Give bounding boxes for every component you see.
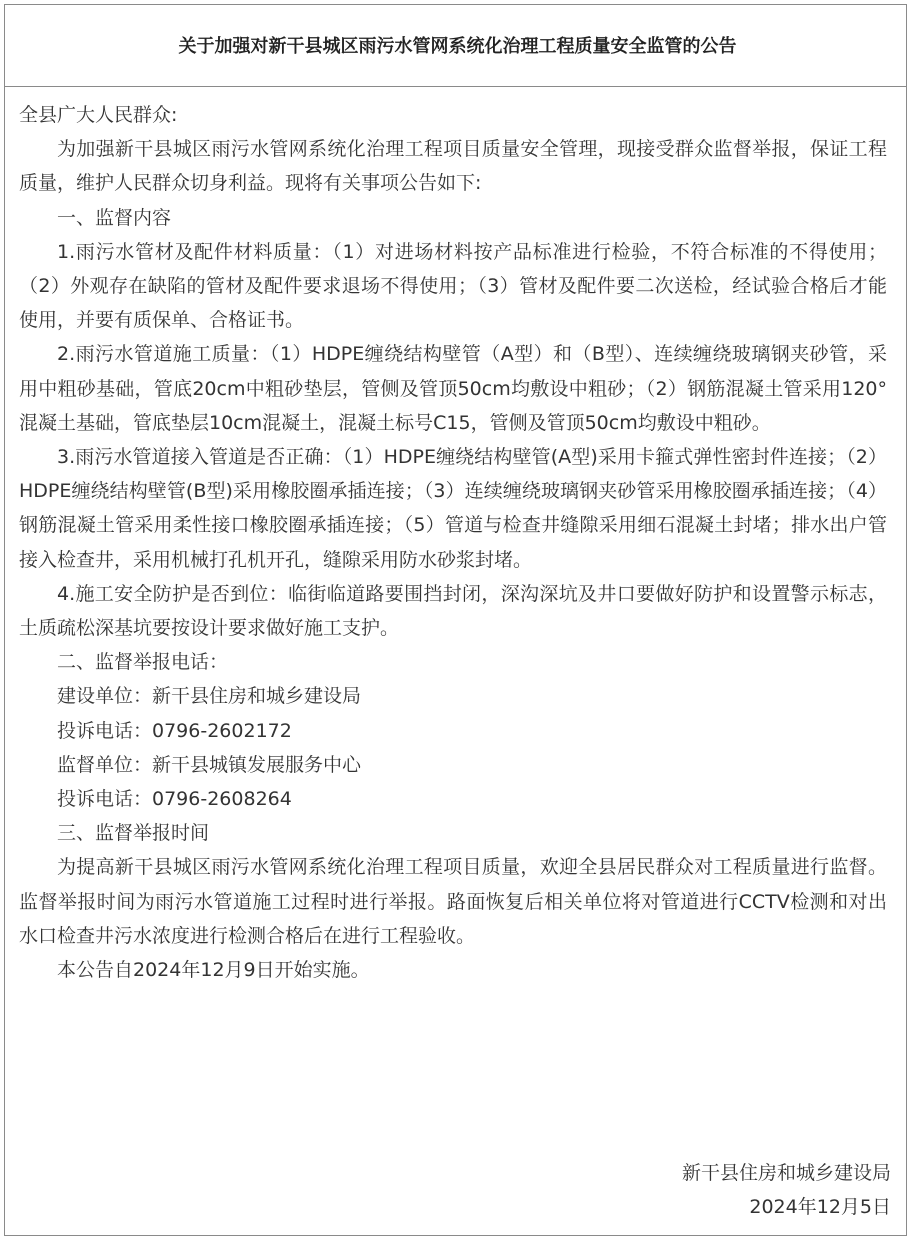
complaint-phone-1: 投诉电话：0796-2602172 — [57, 719, 292, 742]
signature-date: 2024年12月5日 — [749, 1196, 891, 1218]
item-material-quality: 1.雨污水管材及配件材料质量：（1）对进场材料按产品标准进行检验，不符合标准的不得使用；（2）外观存在缺陷的管材及配件要求退场不得使用；（3）管材及配件要二次送检，经试验合格后才能使用，并要有质保单、合格证书。 — [19, 240, 887, 332]
effective-date-paragraph: 本公告自2024年12月9日开始实施。 — [57, 959, 370, 982]
supervision-unit: 监督单位：新干县城镇发展服务中心 — [57, 753, 362, 776]
complaint-phone-2: 投诉电话：0796-2608264 — [57, 788, 292, 811]
notice-body — [19, 98, 887, 987]
item-pipe-connection: 3.雨污水管道接入管道是否正确：（1）HDPE缠绕结构壁管(A型)采用卡箍式弹性密封件连接；（2）HDPE缠绕结构壁管(B型)采用橡胶圈承插连接；（3）连续缠绕玻璃钢夹砂管采用橡胶圈承插连接；（4）钢筋混凝土管采用柔性接口橡胶圈承插连接；（5）管道与检查井缝隙采用细石混凝土封堵；排水出户管接入检查井，采用机械打孔机开孔，缝隙采用防水砂浆封堵。 — [19, 446, 887, 571]
construction-unit: 建设单位：新干县住房和城乡建设局 — [57, 685, 362, 708]
intro-paragraph: 为加强新干县城区雨污水管网系统化治理工程项目质量安全管理，现接受群众监督举报，保证工程质量，维护人民群众切身利益。现将有关事项公告如下: — [19, 138, 887, 195]
section-heading-report-time: 三、监督举报时间 — [57, 822, 210, 845]
report-time-paragraph: 为提高新干县城区雨污水管网系统化治理工程项目质量，欢迎全县居民群众对工程质量进行监督。监督举报时间为雨污水管道施工过程时进行举报。路面恢复后相关单位将对管道进行CCTV检测和对出水口检查井污水浓度进行检测合格后在进行工程验收。 — [19, 856, 887, 947]
notice-title: 关于加强对新干县城区雨污水管网系统化治理工程质量安全监管的公告 — [178, 36, 737, 57]
item-safety-protection: 4.施工安全防护是否到位：临街临道路要围挡封闭，深沟深坑及井口要做好防护和设置警示标志，土质疏松深基坑要按设计要求做好施工支护。 — [19, 582, 887, 640]
section-heading-hotline: 二、监督举报电话： — [57, 651, 229, 674]
salutation: 全县广大人民群众: — [19, 104, 178, 126]
title-divider — [5, 86, 906, 87]
item-construction-quality: 2.雨污水管道施工质量：（1）HDPE缠绕结构壁管（A型）和（B型）、连续缠绕玻璃钢夹砂管，采用中粗砂基础，管底20cm中粗砂垫层，管侧及管顶50cm均敷设中粗砂；（2）钢筋混凝土管采用120°混凝土基础，管底垫层10cm混凝土，混凝土标号C15，管侧及管顶50cm均敷设中粗砂。 — [19, 343, 887, 434]
signature-organization: 新干县住房和城乡建设局 — [681, 1162, 891, 1184]
section-heading-supervision-content: 一、监督内容 — [57, 206, 172, 229]
